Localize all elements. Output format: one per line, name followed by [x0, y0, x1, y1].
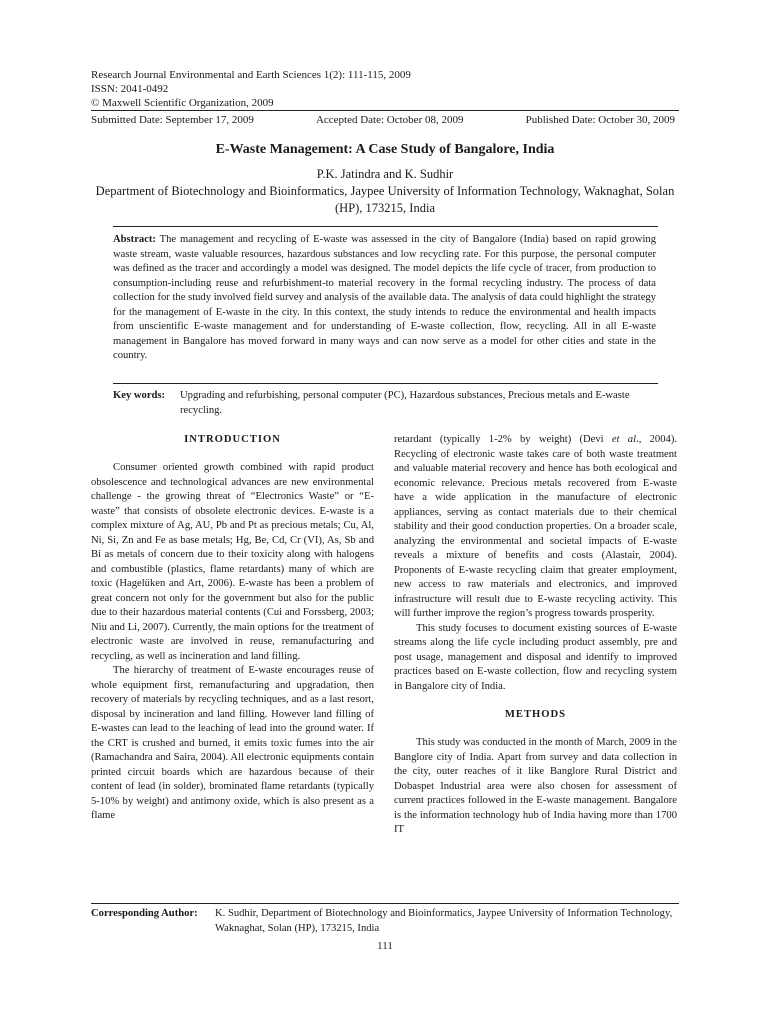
- methods-paragraph-1: This study was conducted in the month of March, 2009 in the Banglore city of India. Apart from survey and data collection in the city, outer reaches of it like Banglore Rural District and Dobaspet Industrial area were also chosen for assessment of current practices followed in the E-waste management. Bangalore is the information technology hub of India having more than 1700 IT: [394, 737, 677, 835]
- introduction-heading: INTRODUCTION: [184, 434, 281, 445]
- published-date: Published Date: October 30, 2009: [525, 114, 675, 126]
- paper-title: E-Waste Management: A Case Study of Bangalore, India: [215, 142, 555, 157]
- journal-issn: ISSN: 2041-0492: [91, 83, 169, 95]
- citation-et-al: et al: [611, 434, 637, 445]
- footnote-divider: [91, 903, 679, 904]
- header-divider: [91, 110, 679, 111]
- keywords-text: Upgrading and refurbishing, personal computer (PC), Hazardous substances, Precious metals and E-waste recycling.: [180, 390, 630, 416]
- corresponding-author-label: Corresponding Author:: [91, 908, 198, 919]
- page-number: 111: [377, 940, 393, 952]
- journal-citation: Research Journal Environmental and Earth Sciences 1(2): 111-115, 2009: [91, 69, 411, 81]
- journal-header: [91, 68, 681, 110]
- intro-paragraph-3-rest: ., 2004). Recycling of electronic waste takes care of both waste treatment and valuable material recovery and hence has both ecological and economic relevance. Precious metals recovered from E-waste have a wide application in the manufacture of electronic appliances, serving as contact materials due to their chemical stability and their good conduction properties. On a broader scale, analyzing the environmental and societal impacts of E-waste reveals a mixture of benefits and costs (Alastair, 2004). Proponents of E-waste recycling claim that greater employment, new access to raw materials and electronics, and improved infrastructure will result due to E-waste recycling activity. This will further improve the region’s progress towards prosperity.: [394, 434, 677, 619]
- right-column: [394, 433, 677, 838]
- abstract-text: The management and recycling of E-waste was assessed in the city of Bangalore (India) based on rapid growing waste stream, waste valuable resources, hazardous substances and low recycling rate. For this purpose, the personal computer was defined as the tracer and accordingly a model was designed. The model depicts the life cycle of tracer, from production to consumption-including reuse and refurbishment-to material recovery in the formal recycling industry. The process of data collection for the study involved field survey and analysis of the available data. The analysis of data could highlight the strategy for the management of E-waste in the city. In this context, the study intends to reduce the environmental and health impacts from unscientific E-waste management and for understanding of E-waste collection, flow, recycling. All in all E-waste management in Bangalore has moved forward in many ways and can now serve as a model for other cities and state in the country.: [113, 234, 656, 361]
- intro-paragraph-4: This study focuses to document existing sources of E-waste streams along the life cycle including product assembly, pre and post usage, management and disposal and identify to improved practices based on E-waste collection, flow and recycling system in Bangalore city of India.: [394, 622, 677, 692]
- corresponding-author-text: K. Sudhir, Department of Biotechnology and Bioinformatics, Jaypee University of Information Technology, Waknaghat, Solan (HP), 173215, India: [215, 908, 673, 934]
- keywords: [113, 389, 658, 418]
- journal-copyright: © Maxwell Scientific Organization, 2009: [91, 97, 274, 109]
- keywords-label: Key words:: [113, 390, 166, 401]
- left-column: [91, 433, 374, 824]
- abstract-bottom-divider: [113, 383, 658, 384]
- abstract-label: Abstract:: [113, 234, 156, 245]
- accepted-date: Accepted Date: October 08, 2009: [315, 114, 464, 126]
- methods-heading: METHODS: [504, 709, 567, 720]
- submitted-date: Submitted Date: September 17, 2009: [91, 114, 254, 126]
- dates-row: [91, 113, 675, 127]
- intro-paragraph-2: The hierarchy of treatment of E-waste encourages reuse of whole equipment first, remanufacturing and upgradation, then recovery of materials by recycling techniques, and as a last resort, disposal by incineration and land filling. However land filling of E-wastes can lead to the leaching of lead into the ground water. If the CRT is crushed and burned, it emits toxic fumes into the air (Ramachandra and Saira, 2004). All electronic equipments contain printed circuit boards which are hazardous because of their content of lead (in solder), brominated flame retardants (typically 5-10% by weight) and antimony oxide, which is also present as a flame: [91, 665, 374, 821]
- paper-authors: P.K. Jatindra and K. Sudhir: [316, 167, 454, 181]
- abstract-top-divider: [113, 226, 658, 227]
- abstract: [113, 233, 656, 364]
- intro-paragraph-3-start: retardant (typically 1-2% by weight) (Devi: [394, 434, 612, 445]
- paper-affiliation: Department of Biotechnology and Bioinformatics, Jaypee University of Information Technology, Waknaghat, Solan (HP), 173215, India: [95, 184, 675, 215]
- intro-paragraph-3: [394, 433, 677, 622]
- intro-paragraph-1: Consumer oriented growth combined with rapid product obsolescence and technological advances are new environmental challenge - the growing threat of “Electronics Waste” or “E-waste” that consists of obsolete electronic devices. E-waste is a complex mixture of Ag, AU, Pb and Pt as precious metals; Cu, Al, Ni, Si, Zn and Fe as base metals; Hg, Be, Cd, Cr (VI), As, Sb and Bi as metals of concern due to their toxicity along with halogens and combustible (plastics, flame retardants) many of which are toxic (Hagelüken and Art, 2006). E-waste has been a problem of great concern not only for the government but also for the public due to their hazardous material contents (Cui and Forssberg, 2003; Niu and Li, 2007). Currently, the main options for the treatment of electronic waste are involved in reuse, remanufacturing and recycling, as well as incineration and land filling.: [91, 462, 374, 662]
- corresponding-author: [91, 907, 681, 936]
